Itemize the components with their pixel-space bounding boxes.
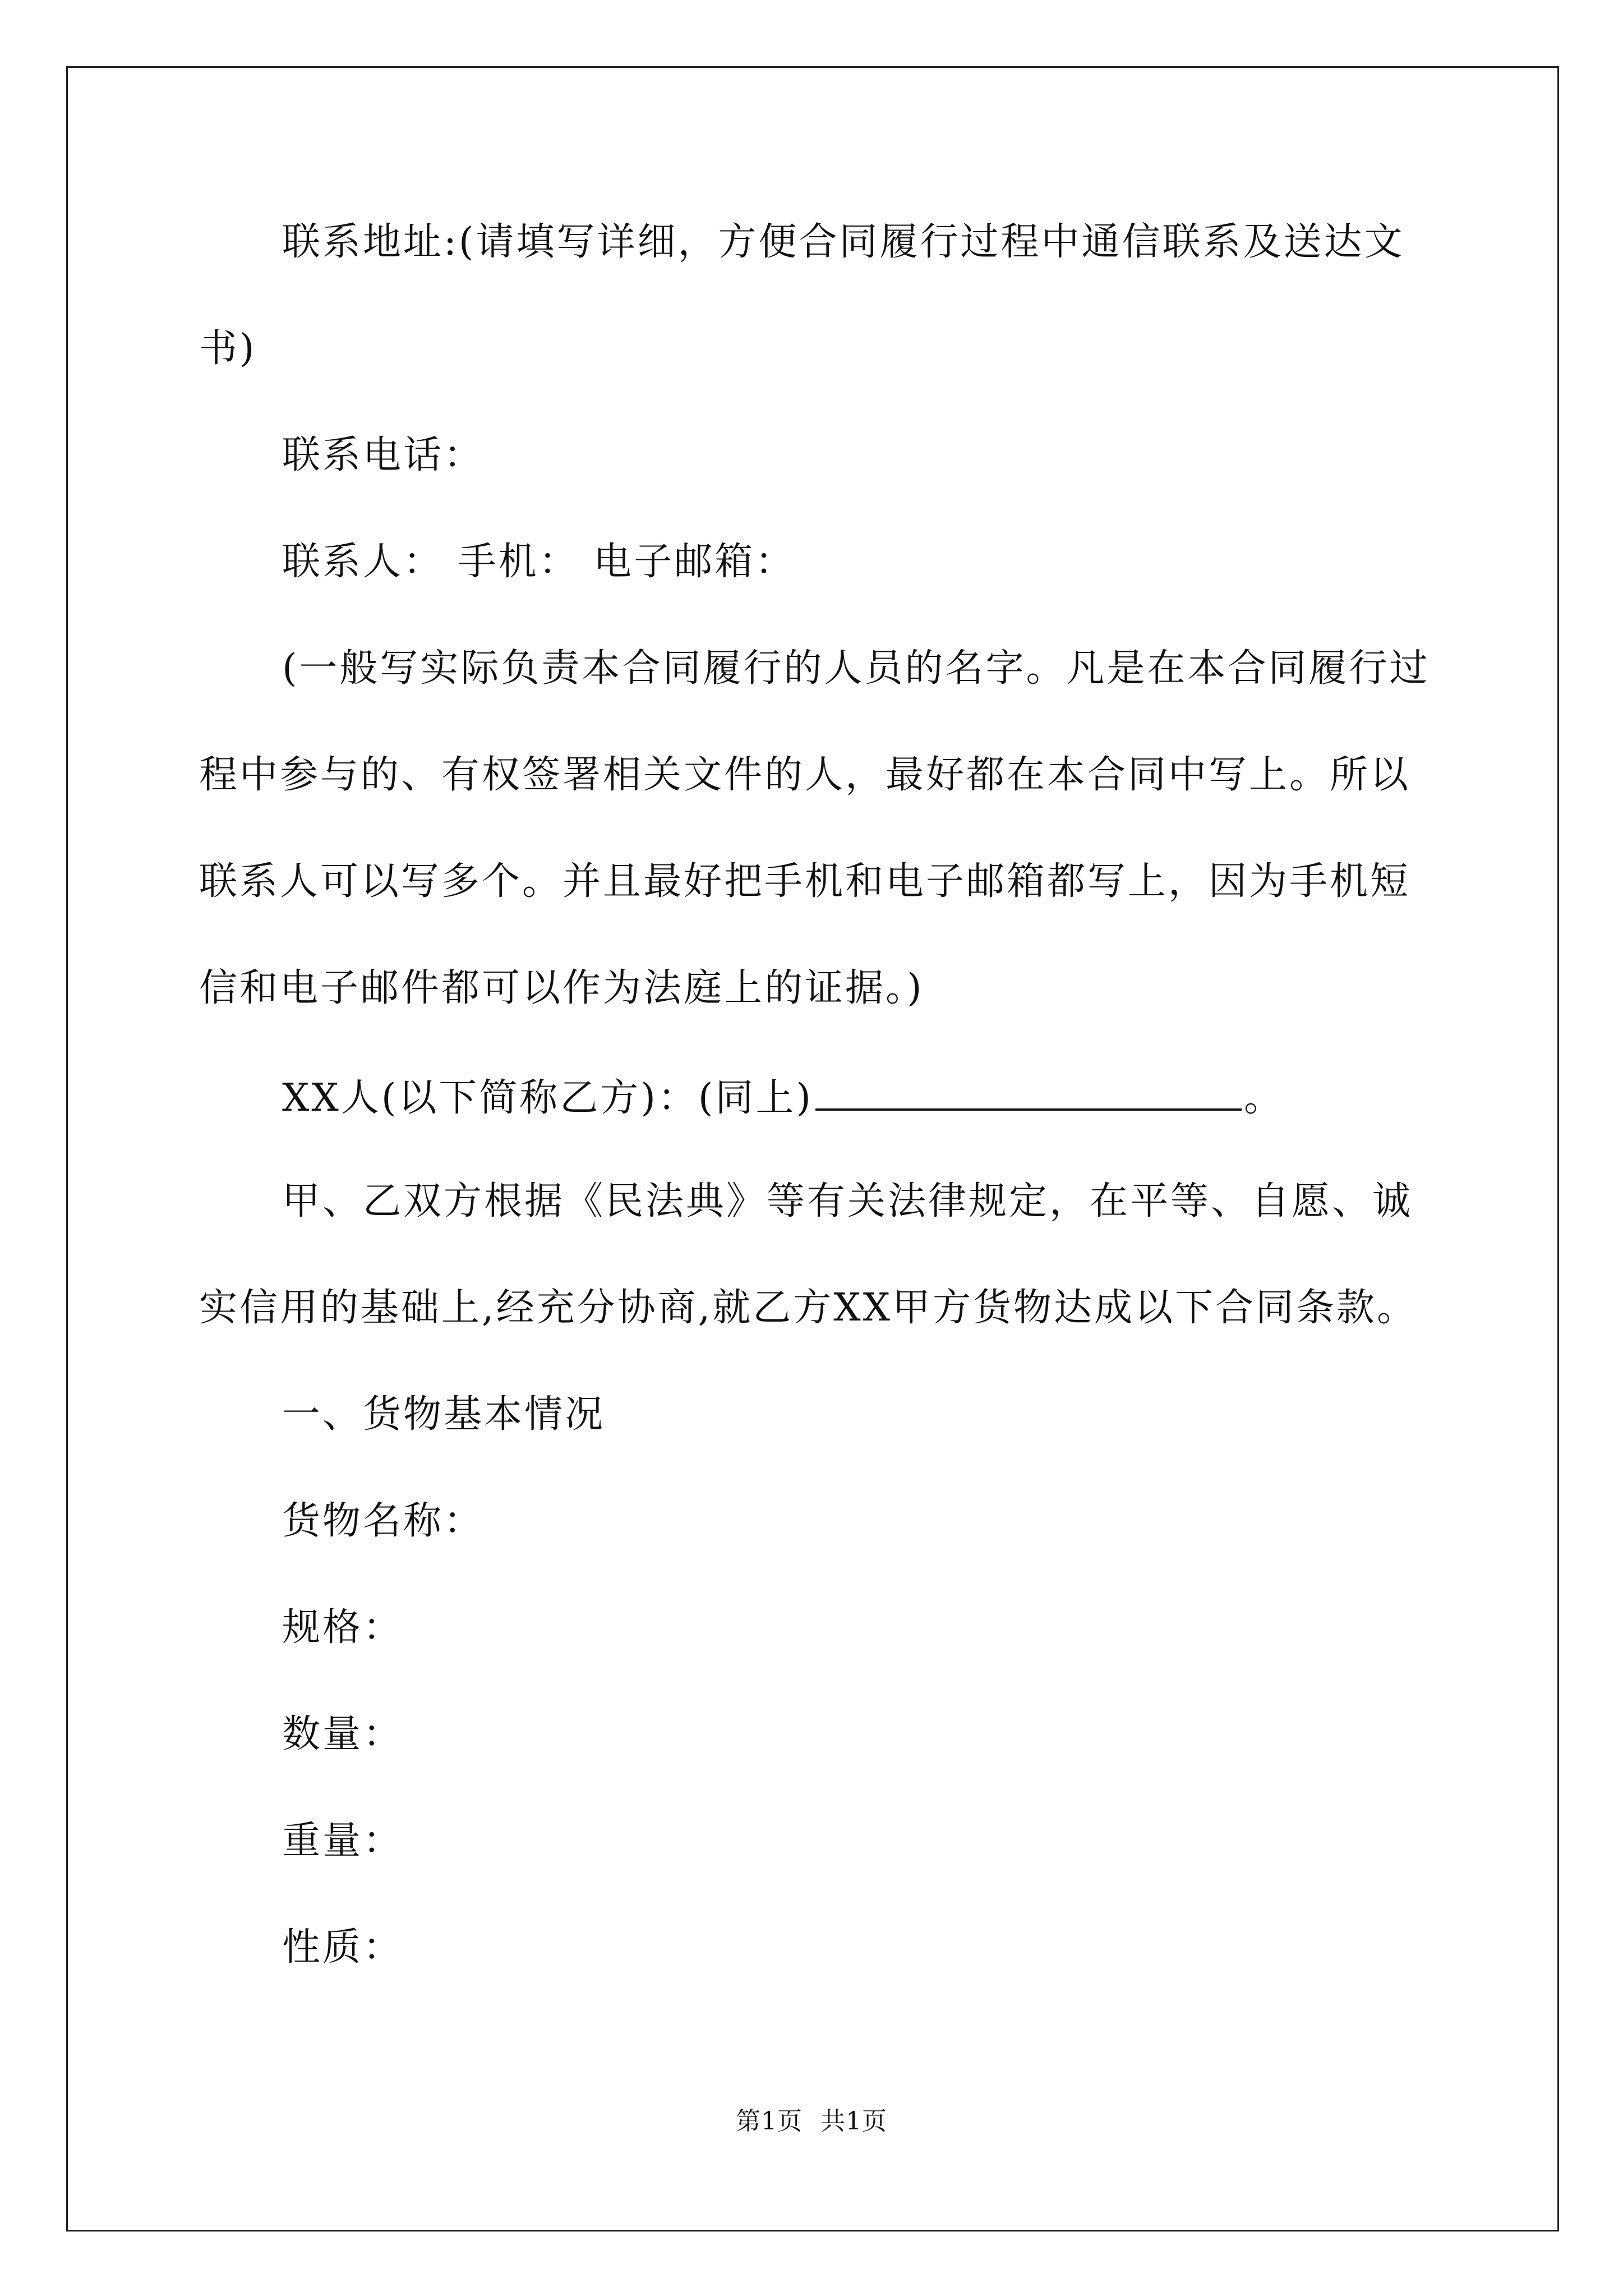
goods-name-field: 货物名称： [282,1499,485,1543]
contact-note-line-1: (一般写实际负责本合同履行的人员的名字。凡是在本合同履行过 [282,646,1430,691]
contact-phone-line: 联系电话： [282,433,485,477]
party-b-period: 。 [1243,1076,1284,1120]
agreement-line-2: 实信用的基础上,经充分协商,就乙方XX甲方货物达成以下合同条款。 [199,1286,1418,1330]
party-b-label: XX人(以下简称乙方)：(同上) [282,1076,813,1120]
goods-nature-field: 性质： [282,1925,404,1970]
contact-note-line-4: 信和电子邮件都可以作为法庭上的证据。) [199,966,924,1010]
contact-person-line: 联系人： 手机： 电子邮箱： [282,540,796,584]
contact-note-line-2: 程中参与的、有权签署相关文件的人，最好都在本合同中写上。所以 [199,753,1411,797]
page-border [66,66,1559,2231]
party-b-line [282,1076,1284,1120]
section-heading-goods: 一、货物基本情况 [282,1392,606,1437]
page-number-total: 共1页 [820,2107,887,2136]
party-b-blank[interactable] [815,1076,1242,1111]
contact-address-line-1: 联系地址:(请填写详细，方便合同履行过程中通信联系及送达文 [282,220,1405,264]
contact-note-line-3: 联系人可以写多个。并且最好把手机和电子邮箱都写上，因为手机短 [199,859,1411,904]
agreement-line-1: 甲、乙双方根据《民法典》等有关法律规定，在平等、自愿、诚 [282,1179,1413,1223]
goods-spec-field: 规格： [282,1605,404,1650]
page-number-current: 第1页 [736,2107,803,2136]
goods-quantity-field: 数量： [282,1712,404,1756]
contact-address-line-2: 书) [199,326,257,371]
page-footer [0,2101,1623,2137]
goods-weight-field: 重量： [282,1819,404,1863]
